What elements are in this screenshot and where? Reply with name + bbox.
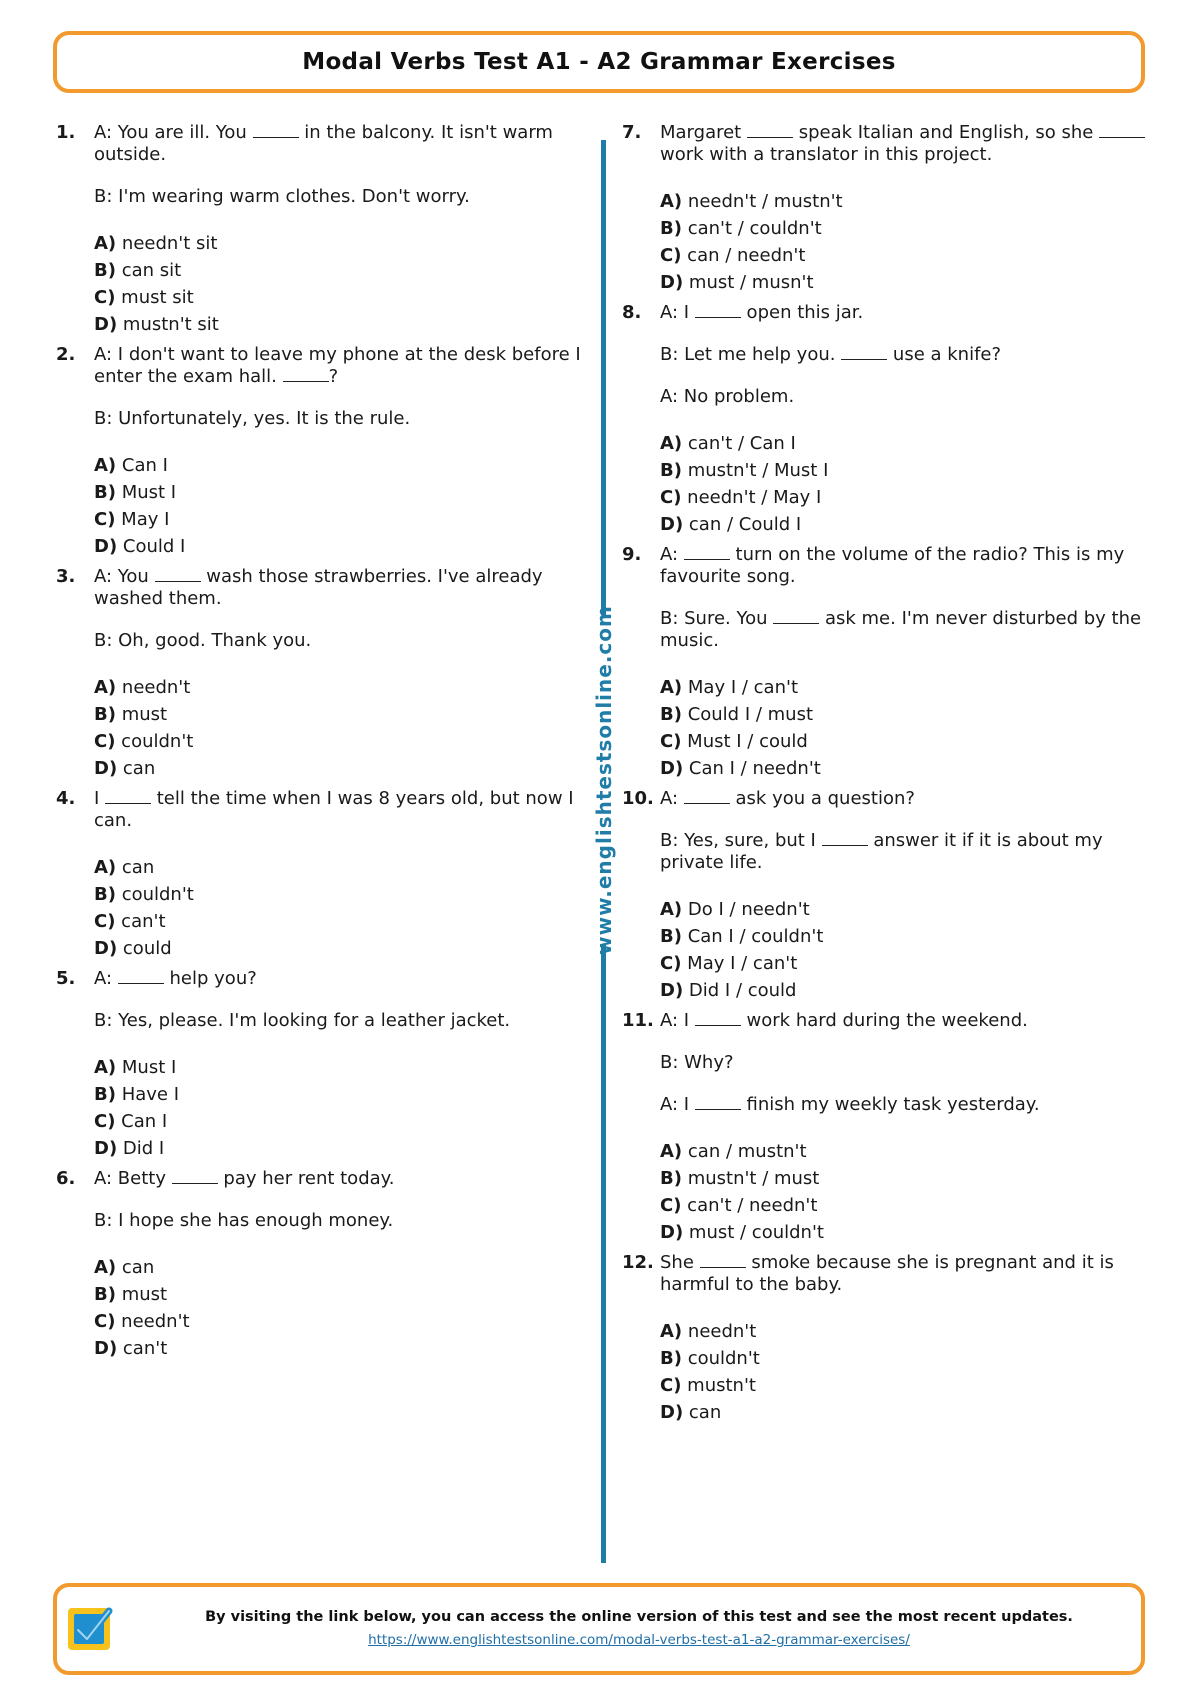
option-a[interactable]: A) needn't sit bbox=[94, 233, 218, 254]
option-d[interactable]: D) can't bbox=[94, 1338, 168, 1359]
answer-blank bbox=[822, 830, 868, 846]
option-c[interactable]: C) mustn't bbox=[660, 1375, 756, 1396]
right-column bbox=[622, 122, 1152, 1432]
answer-blank bbox=[684, 544, 730, 560]
question-text: Margaret speak Italian and English, so she work with a translator in this project. bbox=[660, 122, 1152, 166]
question-text: A: I open this jar. bbox=[660, 302, 864, 323]
option-c[interactable]: C) Can I bbox=[94, 1111, 168, 1132]
option-a[interactable]: A) needn't bbox=[94, 677, 191, 698]
answer-blank bbox=[695, 1010, 741, 1026]
dialogue-line: B: Oh, good. Thank you. bbox=[94, 630, 312, 651]
answer-blank bbox=[253, 122, 299, 138]
answer-options bbox=[94, 674, 591, 782]
option-c[interactable]: C) can't bbox=[94, 911, 166, 932]
option-c[interactable]: C) couldn't bbox=[94, 731, 194, 752]
option-a[interactable]: A) can't / Can I bbox=[660, 433, 796, 454]
question-text: A: Betty pay her rent today. bbox=[94, 1168, 395, 1189]
question-4 bbox=[56, 788, 591, 962]
option-c[interactable]: C) can't / needn't bbox=[660, 1195, 818, 1216]
option-d[interactable]: D) must / couldn't bbox=[660, 1222, 824, 1243]
option-b[interactable]: B) couldn't bbox=[660, 1348, 760, 1369]
question-3 bbox=[56, 566, 591, 782]
question-text: A: I work hard during the weekend. bbox=[660, 1010, 1028, 1031]
option-c[interactable]: C) Must I / could bbox=[660, 731, 808, 752]
question-11 bbox=[622, 1010, 1152, 1246]
option-d[interactable]: D) Did I / could bbox=[660, 980, 797, 1001]
question-5 bbox=[56, 968, 591, 1162]
dialogue-line: B: Let me help you. use a knife? bbox=[660, 344, 1002, 365]
dialogue-line: B: Yes, sure, but I answer it if it is about my private life. bbox=[660, 830, 1103, 873]
option-c[interactable]: C) May I / can't bbox=[660, 953, 798, 974]
question-text: A: I don't want to leave my phone at the desk before I enter the exam hall. ? bbox=[94, 344, 581, 387]
answer-blank bbox=[1099, 122, 1145, 138]
answer-options bbox=[660, 896, 1152, 1004]
option-b[interactable]: B) Must I bbox=[94, 482, 177, 503]
option-c[interactable]: C) must sit bbox=[94, 287, 194, 308]
question-text: I tell the time when I was 8 years old, but now I can. bbox=[94, 788, 574, 831]
answer-options bbox=[94, 1054, 591, 1162]
option-a[interactable]: A) can bbox=[94, 857, 155, 878]
question-number: 10. bbox=[622, 788, 654, 809]
dialogue-line: B: Unfortunately, yes. It is the rule. bbox=[94, 408, 411, 429]
answer-options bbox=[94, 452, 591, 560]
option-d[interactable]: D) Could I bbox=[94, 536, 186, 557]
option-a[interactable]: A) Must I bbox=[94, 1057, 177, 1078]
answer-options bbox=[94, 854, 591, 962]
site-watermark: www.englishtestsonline.com bbox=[592, 605, 616, 955]
dialogue-line: B: Why? bbox=[660, 1052, 734, 1073]
column-divider bbox=[601, 945, 606, 1563]
answer-blank bbox=[155, 566, 201, 582]
dialogue-line: B: I hope she has enough money. bbox=[94, 1210, 394, 1231]
footer-message: By visiting the link below, you can access the online version of this test and see the most recent updates. bbox=[205, 1609, 1073, 1625]
dialogue-line: A: No problem. bbox=[660, 386, 795, 407]
question-6 bbox=[56, 1168, 591, 1362]
answer-blank bbox=[105, 788, 151, 804]
option-b[interactable]: B) Can I / couldn't bbox=[660, 926, 824, 947]
answer-blank bbox=[700, 1252, 746, 1268]
option-d[interactable]: D) Did I bbox=[94, 1138, 165, 1159]
option-c[interactable]: C) May I bbox=[94, 509, 170, 530]
answer-blank bbox=[283, 366, 329, 382]
option-d[interactable]: D) can bbox=[94, 758, 156, 779]
option-c[interactable]: C) needn't / May I bbox=[660, 487, 822, 508]
answer-options bbox=[660, 188, 1152, 296]
answer-options bbox=[94, 230, 591, 338]
question-1 bbox=[56, 122, 591, 338]
title-box bbox=[53, 31, 1145, 93]
option-b[interactable]: B) must bbox=[94, 704, 168, 725]
question-number: 12. bbox=[622, 1252, 654, 1273]
answer-blank bbox=[841, 344, 887, 360]
answer-options bbox=[660, 1318, 1152, 1426]
option-d[interactable]: D) could bbox=[94, 938, 172, 959]
footer-box bbox=[53, 1583, 1145, 1675]
question-12 bbox=[622, 1252, 1152, 1426]
option-b[interactable]: B) couldn't bbox=[94, 884, 194, 905]
question-text: She smoke because she is pregnant and it is harmful to the baby. bbox=[660, 1252, 1114, 1295]
question-number: 8. bbox=[622, 302, 642, 323]
answer-blank bbox=[684, 788, 730, 804]
option-d[interactable]: D) must / musn't bbox=[660, 272, 814, 293]
question-number: 9. bbox=[622, 544, 642, 565]
option-b[interactable]: B) mustn't / Must I bbox=[660, 460, 829, 481]
question-10 bbox=[622, 788, 1152, 1004]
option-b[interactable]: B) can't / couldn't bbox=[660, 218, 822, 239]
answer-options bbox=[660, 674, 1152, 782]
question-number: 7. bbox=[622, 122, 642, 143]
footer-link[interactable]: https://www.englishtestsonline.com/modal-verbs-test-a1-a2-grammar-exercises/ bbox=[368, 1632, 910, 1648]
option-a[interactable]: A) needn't bbox=[660, 1321, 757, 1342]
option-b[interactable]: B) Could I / must bbox=[660, 704, 814, 725]
page-title: Modal Verbs Test A1 - A2 Grammar Exercises bbox=[302, 49, 896, 75]
option-b[interactable]: B) mustn't / must bbox=[660, 1168, 820, 1189]
dialogue-line: B: Yes, please. I'm looking for a leather jacket. bbox=[94, 1010, 511, 1031]
answer-blank bbox=[172, 1168, 218, 1184]
option-c[interactable]: C) needn't bbox=[94, 1311, 190, 1332]
option-a[interactable]: A) Can I bbox=[94, 455, 168, 476]
answer-options bbox=[94, 1254, 591, 1362]
dialogue-line: A: I finish my weekly task yesterday. bbox=[660, 1094, 1040, 1115]
question-8 bbox=[622, 302, 1152, 538]
option-a[interactable]: A) can bbox=[94, 1257, 155, 1278]
question-number: 5. bbox=[56, 968, 76, 989]
question-9 bbox=[622, 544, 1152, 782]
answer-blank bbox=[747, 122, 793, 138]
option-d[interactable]: D) can bbox=[660, 1402, 722, 1423]
option-b[interactable]: B) Have I bbox=[94, 1084, 180, 1105]
answer-blank bbox=[695, 1094, 741, 1110]
left-column bbox=[56, 122, 591, 1368]
question-text: A: You wash those strawberries. I've already washed them. bbox=[94, 566, 543, 609]
question-number: 6. bbox=[56, 1168, 76, 1189]
option-a[interactable]: A) May I / can't bbox=[660, 677, 798, 698]
dialogue-line: B: I'm wearing warm clothes. Don't worry. bbox=[94, 186, 470, 207]
column-divider bbox=[601, 140, 606, 615]
option-d[interactable]: D) can / Could I bbox=[660, 514, 802, 535]
option-d[interactable]: D) Can I / needn't bbox=[660, 758, 821, 779]
question-text: A: You are ill. You in the balcony. It isn't warm outside. bbox=[94, 122, 553, 165]
answer-options bbox=[660, 430, 1152, 538]
dialogue-line: B: Sure. You ask me. I'm never disturbed by the music. bbox=[660, 608, 1142, 651]
option-c[interactable]: C) can / needn't bbox=[660, 245, 806, 266]
question-number: 1. bbox=[56, 122, 76, 143]
option-a[interactable]: A) Do I / needn't bbox=[660, 899, 810, 920]
answer-blank bbox=[773, 608, 819, 624]
option-a[interactable]: A) needn't / mustn't bbox=[660, 191, 843, 212]
question-text: A: turn on the volume of the radio? This is my favourite song. bbox=[660, 544, 1125, 587]
option-b[interactable]: B) must bbox=[94, 1284, 168, 1305]
answer-blank bbox=[695, 302, 741, 318]
option-a[interactable]: A) can / mustn't bbox=[660, 1141, 807, 1162]
question-number: 11. bbox=[622, 1010, 654, 1031]
question-7 bbox=[622, 122, 1152, 296]
question-2 bbox=[56, 344, 591, 560]
checkbox-logo-icon bbox=[65, 1603, 117, 1655]
question-number: 4. bbox=[56, 788, 76, 809]
question-number: 2. bbox=[56, 344, 76, 365]
option-d[interactable]: D) mustn't sit bbox=[94, 314, 219, 335]
question-text: A: ask you a question? bbox=[660, 788, 915, 809]
question-text: A: help you? bbox=[94, 968, 257, 989]
answer-options bbox=[660, 1138, 1152, 1246]
answer-blank bbox=[118, 968, 164, 984]
option-b[interactable]: B) can sit bbox=[94, 260, 182, 281]
question-number: 3. bbox=[56, 566, 76, 587]
